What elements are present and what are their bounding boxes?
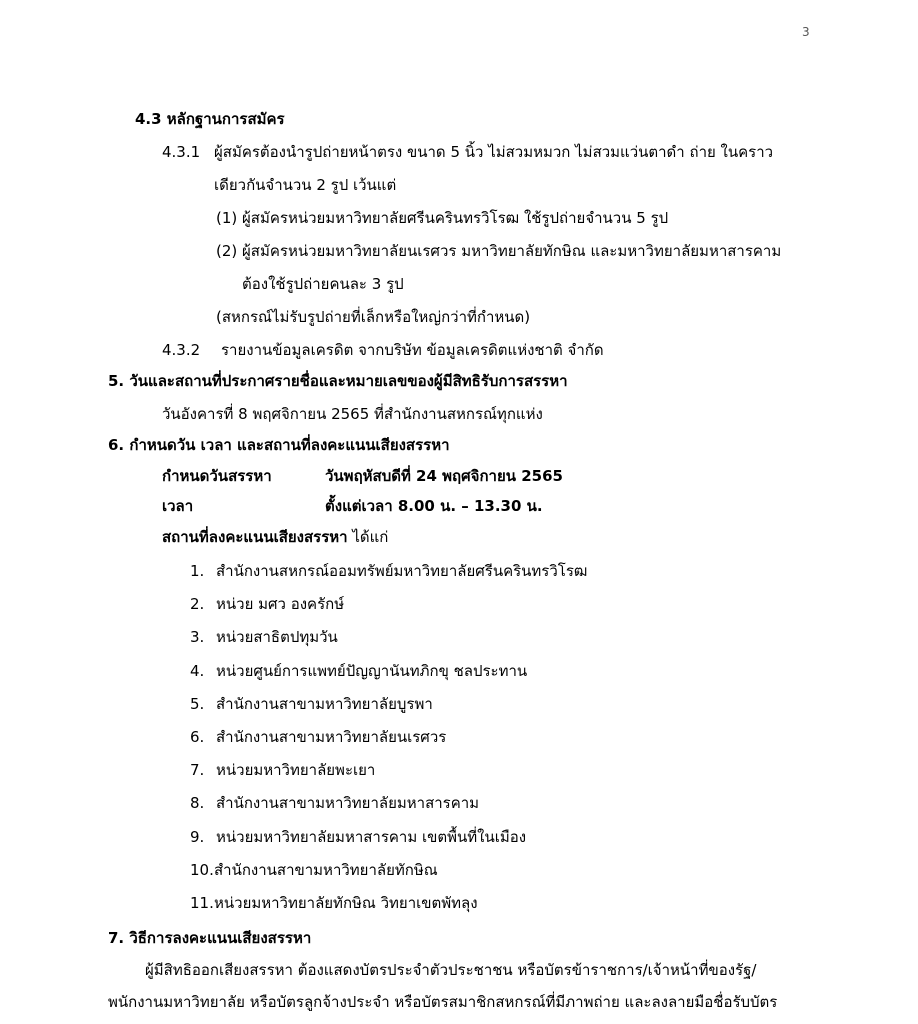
- date-label: กำหนดวันสรรหา: [162, 467, 272, 485]
- page-number: 3: [802, 25, 810, 39]
- section-5-text: วันอังคารที่ 8 พฤศจิกายน 2565 ที่สำนักงานสหกรณ์ทุกแห่ง: [162, 405, 543, 423]
- place-item-number: 11.: [190, 894, 214, 912]
- section-5-heading: 5. วันและสถานที่ประกาศรายชื่อและหมายเลขของผู้มีสิทธิรับการสรรหา: [108, 372, 568, 390]
- place-item-text: สำนักงานสาขามหาวิทยาลัยมหาสารคาม: [216, 794, 480, 812]
- place-label: สถานที่ลงคะแนนเสียงสรรหา: [162, 528, 348, 546]
- section-7-text: ผู้มีสิทธิออกเสียงสรรหา ต้องแสดงบัตรประจำตัวประชาชน หรือบัตรข้าราชการ/เจ้าหน้าที่ของรัฐ/: [145, 961, 757, 979]
- section-7-heading: 7. วิธีการลงคะแนนเสียงสรรหา: [108, 929, 312, 947]
- place-item-text: หน่วยมหาวิทยาลัยทักษิณ วิทยาเขตพัทลุง: [214, 894, 478, 912]
- place-item-number: 9.: [190, 828, 205, 846]
- date-value: วันพฤหัสบดีที่ 24 พฤศจิกายน 2565: [325, 467, 563, 485]
- place-item-number: 3.: [190, 628, 205, 646]
- sub-item-1: (1) ผู้สมัครหน่วยมหาวิทยาลัยศรีนครินทรวิโรฒ ใช้รูปถ่ายจำนวน 5 รูป: [216, 209, 669, 227]
- item-4-3-1-label: 4.3.1: [162, 143, 201, 161]
- sub-item-2: (2) ผู้สมัครหน่วยมหาวิทยาลัยนเรศวร มหาวิทยาลัยทักษิณ และมหาวิทยาลัยมหาสารคาม: [216, 242, 782, 260]
- photo-note: (สหกรณ์ไม่รับรูปถ่ายที่เล็กหรือใหญ่กว่าที่กำหนด): [216, 308, 531, 326]
- place-item-number: 1.: [190, 562, 205, 580]
- place-item-number: 10.: [190, 861, 214, 879]
- item-4-3-1-text: ผู้สมัครต้องนำรูปถ่ายหน้าตรง ขนาด 5 นิ้ว ไม่สวมหมวก ไม่สวมแว่นตาดำ ถ่าย ในคราว: [214, 143, 774, 161]
- place-item-number: 4.: [190, 662, 205, 680]
- place-line: [162, 527, 388, 547]
- place-item-text: หน่วยมหาวิทยาลัยมหาสารคาม เขตพื้นที่ในเมือง: [216, 828, 527, 846]
- place-item-text: หน่วยสาธิตปทุมวัน: [216, 628, 338, 646]
- item-4-3-1-text-cont: เดียวกันจำนวน 2 รูป เว้นแต่: [214, 176, 397, 194]
- sub-item-2-cont: ต้องใช้รูปถ่ายคนละ 3 รูป: [242, 275, 404, 293]
- section-6-heading: 6. กำหนดวัน เวลา และสถานที่ลงคะแนนเสียงสรรหา: [108, 436, 450, 454]
- section-4-3-heading: 4.3 หลักฐานการสมัคร: [135, 110, 285, 128]
- place-item-number: 2.: [190, 595, 205, 613]
- place-item-text: สำนักงานสาขามหาวิทยาลัยนเรศวร: [216, 728, 447, 746]
- place-item-text: สำนักงานสาขามหาวิทยาลัยบูรพา: [216, 695, 433, 713]
- time-value: ตั้งแต่เวลา 8.00 น. – 13.30 น.: [325, 497, 543, 515]
- section-7-text-cont: พนักงานมหาวิทยาลัย หรือบัตรลูกจ้างประจำ หรือบัตรสมาชิกสหกรณ์ที่มีภาพถ่าย และลงลายมือชื่อรับบัตร: [108, 993, 778, 1011]
- place-item-number: 7.: [190, 761, 205, 779]
- place-item-number: 8.: [190, 794, 205, 812]
- item-4-3-2-text: รายงานข้อมูลเครดิต จากบริษัท ข้อมูลเครดิตแห่งชาติ จำกัด: [221, 341, 604, 359]
- time-label: เวลา: [162, 497, 194, 515]
- item-4-3-2-label: 4.3.2: [162, 341, 201, 359]
- place-item-number: 5.: [190, 695, 205, 713]
- place-item-text: สำนักงานสาขามหาวิทยาลัยทักษิณ: [214, 861, 438, 879]
- place-item-number: 6.: [190, 728, 205, 746]
- place-item-text: หน่วย มศว องครักษ์: [216, 595, 345, 613]
- place-item-text: หน่วยศูนย์การแพทย์ปัญญานันทภิกขุ ชลประทาน: [216, 662, 528, 680]
- place-item-text: หน่วยมหาวิทยาลัยพะเยา: [216, 761, 376, 779]
- place-item-text: สำนักงานสหกรณ์ออมทรัพย์มหาวิทยาลัยศรีนครินทรวิโรฒ: [216, 562, 588, 580]
- place-suffix: ได้แก่: [352, 528, 389, 546]
